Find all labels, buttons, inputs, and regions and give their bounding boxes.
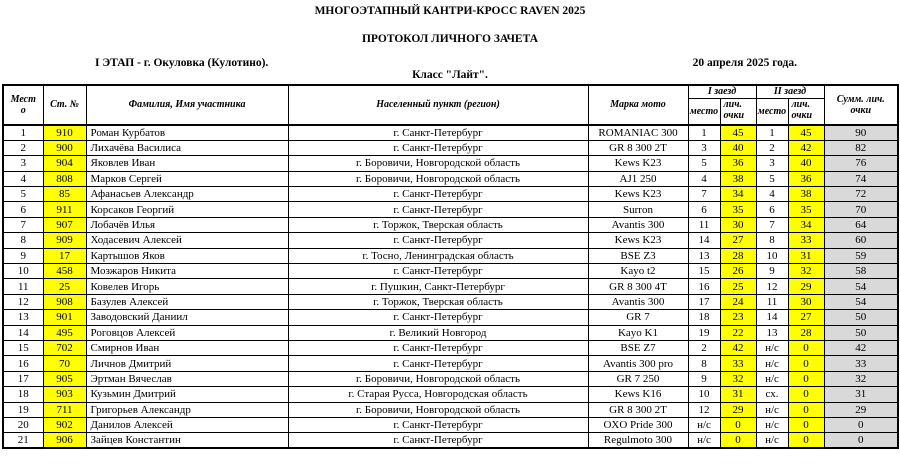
race2-points-cell: 0	[788, 417, 824, 432]
race2-points-cell: 36	[788, 171, 824, 186]
start-number-cell: 702	[43, 340, 86, 355]
race2-points-cell: 40	[788, 156, 824, 171]
moto-cell: Kayo K1	[588, 325, 688, 340]
place-cell: 12	[3, 294, 43, 309]
race2-place-cell: 8	[756, 233, 788, 248]
start-number-cell: 25	[43, 279, 86, 294]
race2-place-cell: н/с	[756, 356, 788, 371]
race2-place-cell: 11	[756, 294, 788, 309]
race1-points-cell: 27	[720, 233, 756, 248]
start-number-cell: 907	[43, 217, 86, 232]
race2-place-cell: н/с	[756, 433, 788, 448]
moto-cell: BSE Z7	[588, 340, 688, 355]
race1-place-cell: 4	[688, 171, 720, 186]
col-header-race2-points: лич. очки	[788, 98, 824, 125]
race1-points-cell: 25	[720, 279, 756, 294]
stage-label: I ЭТАП - г. Окуловка (Кулотино).	[95, 57, 269, 69]
race2-points-cell: 30	[788, 294, 824, 309]
race2-points-cell: 38	[788, 187, 824, 202]
table-row	[3, 171, 898, 186]
race2-place-cell: 12	[756, 279, 788, 294]
race1-place-cell: 10	[688, 387, 720, 402]
race1-place-cell: 13	[688, 248, 720, 263]
race2-place-cell: н/с	[756, 371, 788, 386]
race2-points-cell: 42	[788, 140, 824, 155]
race1-points-cell: 0	[720, 417, 756, 432]
start-number-cell: 70	[43, 356, 86, 371]
total-points-cell: 54	[824, 279, 898, 294]
name-cell: Корсаков Георгий	[86, 202, 288, 217]
name-cell: Лихачёва Василиса	[86, 140, 288, 155]
class-label: Класс "Лайт".	[412, 69, 488, 81]
place-cell: 11	[3, 279, 43, 294]
place-cell: 7	[3, 217, 43, 232]
total-points-cell: 70	[824, 202, 898, 217]
place-cell: 13	[3, 310, 43, 325]
table-row	[3, 279, 898, 294]
table-row	[3, 233, 898, 248]
start-number-cell: 808	[43, 171, 86, 186]
start-number-cell: 906	[43, 433, 86, 448]
total-points-cell: 0	[824, 417, 898, 432]
race1-place-cell: н/с	[688, 433, 720, 448]
start-number-cell: 17	[43, 248, 86, 263]
race2-place-cell: 3	[756, 156, 788, 171]
city-cell: г. Боровичи, Новгородской область	[288, 402, 588, 417]
race2-place-cell: 9	[756, 264, 788, 279]
race1-points-cell: 29	[720, 402, 756, 417]
race2-points-cell: 32	[788, 264, 824, 279]
race2-place-cell: 14	[756, 310, 788, 325]
race2-place-cell: 6	[756, 202, 788, 217]
city-cell: г. Санкт-Петербург	[288, 356, 588, 371]
city-cell: г. Боровичи, Новгородской область	[288, 171, 588, 186]
start-number-cell: 905	[43, 371, 86, 386]
total-points-cell: 76	[824, 156, 898, 171]
race2-place-cell: 13	[756, 325, 788, 340]
name-cell: Роговцов Алексей	[86, 325, 288, 340]
table-row	[3, 125, 898, 140]
race1-place-cell: 6	[688, 202, 720, 217]
total-points-cell: 29	[824, 402, 898, 417]
doc-title: МНОГОЭТАПНЫЙ КАНТРИ-КРОСС RAVEN 2025	[314, 5, 586, 17]
results-tbody	[3, 125, 898, 448]
start-number-cell: 911	[43, 202, 86, 217]
city-cell: г. Санкт-Петербург	[288, 140, 588, 155]
moto-cell: GR 8 300 2T	[588, 402, 688, 417]
table-row	[3, 202, 898, 217]
race1-place-cell: 16	[688, 279, 720, 294]
city-cell: г. Тосно, Ленинградская область	[288, 248, 588, 263]
moto-cell: ROMANIAC 300	[588, 125, 688, 140]
moto-cell: GR 8 300 2T	[588, 140, 688, 155]
race1-points-cell: 0	[720, 433, 756, 448]
race1-place-cell: 3	[688, 140, 720, 155]
race1-place-cell: 2	[688, 340, 720, 355]
race1-place-cell: 7	[688, 187, 720, 202]
table-row	[3, 371, 898, 386]
race1-points-cell: 30	[720, 217, 756, 232]
start-number-cell: 495	[43, 325, 86, 340]
name-cell: Эртман Вячеслав	[86, 371, 288, 386]
col-header-place: Место	[3, 85, 43, 125]
name-cell: Марков Сергей	[86, 171, 288, 186]
moto-cell: Kews K23	[588, 156, 688, 171]
race1-points-cell: 38	[720, 171, 756, 186]
col-header-race1: I заезд	[688, 85, 756, 98]
name-cell: Ковелев Игорь	[86, 279, 288, 294]
city-cell: г. Торжок, Тверская область	[288, 217, 588, 232]
race1-place-cell: 18	[688, 310, 720, 325]
moto-cell: GR 7	[588, 310, 688, 325]
place-cell: 14	[3, 325, 43, 340]
race1-place-cell: 1	[688, 125, 720, 140]
name-cell: Ходасевич Алексей	[86, 233, 288, 248]
total-points-cell: 59	[824, 248, 898, 263]
table-row	[3, 417, 898, 432]
table-row	[3, 217, 898, 232]
doc-subtitle: ПРОТОКОЛ ЛИЧНОГО ЗАЧЕТА	[361, 33, 538, 45]
place-cell: 4	[3, 171, 43, 186]
total-points-cell: 42	[824, 340, 898, 355]
race2-points-cell: 29	[788, 279, 824, 294]
race1-place-cell: 12	[688, 402, 720, 417]
place-cell: 19	[3, 402, 43, 417]
race1-place-cell: 14	[688, 233, 720, 248]
race2-points-cell: 28	[788, 325, 824, 340]
moto-cell: Avantis 300	[588, 217, 688, 232]
city-cell: г. Санкт-Петербург	[288, 340, 588, 355]
table-row	[3, 325, 898, 340]
place-cell: 10	[3, 264, 43, 279]
race1-place-cell: 8	[688, 356, 720, 371]
city-cell: г. Санкт-Петербург	[288, 433, 588, 448]
race2-points-cell: 45	[788, 125, 824, 140]
total-points-cell: 60	[824, 233, 898, 248]
total-points-cell: 90	[824, 125, 898, 140]
race1-points-cell: 35	[720, 202, 756, 217]
table-row	[3, 248, 898, 263]
total-points-cell: 0	[824, 433, 898, 448]
col-header-moto: Марка мото	[588, 85, 688, 125]
race1-place-cell: 19	[688, 325, 720, 340]
city-cell: г. Санкт-Петербург	[288, 417, 588, 432]
city-cell: г. Старая Русса, Новгородская область	[288, 387, 588, 402]
race2-points-cell: 34	[788, 217, 824, 232]
city-cell: г. Санкт-Петербург	[288, 125, 588, 140]
name-cell: Яковлев Иван	[86, 156, 288, 171]
stage-date-row	[95, 57, 797, 69]
race2-place-cell: 5	[756, 171, 788, 186]
place-cell: 15	[3, 340, 43, 355]
race2-place-cell: 4	[756, 187, 788, 202]
start-number-cell: 900	[43, 140, 86, 155]
total-points-cell: 50	[824, 310, 898, 325]
table-row	[3, 156, 898, 171]
race1-points-cell: 34	[720, 187, 756, 202]
race1-place-cell: н/с	[688, 417, 720, 432]
name-cell: Данилов Алексей	[86, 417, 288, 432]
place-cell: 1	[3, 125, 43, 140]
race1-points-cell: 36	[720, 156, 756, 171]
total-points-cell: 58	[824, 264, 898, 279]
race1-place-cell: 15	[688, 264, 720, 279]
race1-points-cell: 45	[720, 125, 756, 140]
col-header-name: Фамилия, Имя участника	[86, 85, 288, 125]
name-cell: Базулев Алексей	[86, 294, 288, 309]
moto-cell: Regulmoto 300	[588, 433, 688, 448]
city-cell: г. Санкт-Петербург	[288, 310, 588, 325]
table-row	[3, 310, 898, 325]
moto-cell: GR 8 300 4T	[588, 279, 688, 294]
race1-points-cell: 32	[720, 371, 756, 386]
race1-points-cell: 24	[720, 294, 756, 309]
city-cell: г. Боровичи, Новгородской область	[288, 156, 588, 171]
table-row	[3, 187, 898, 202]
col-header-race2: II заезд	[756, 85, 824, 98]
race1-points-cell: 22	[720, 325, 756, 340]
start-number-cell: 458	[43, 264, 86, 279]
table-row	[3, 356, 898, 371]
table-row	[3, 340, 898, 355]
name-cell: Роман Курбатов	[86, 125, 288, 140]
moto-cell: Avantis 300 pro	[588, 356, 688, 371]
race2-points-cell: 0	[788, 387, 824, 402]
race2-place-cell: сх.	[756, 387, 788, 402]
race2-points-cell: 0	[788, 356, 824, 371]
race2-place-cell: 2	[756, 140, 788, 155]
table-row	[3, 387, 898, 402]
total-points-cell: 72	[824, 187, 898, 202]
moto-cell: Kews K23	[588, 187, 688, 202]
place-cell: 18	[3, 387, 43, 402]
race2-points-cell: 27	[788, 310, 824, 325]
table-row	[3, 433, 898, 448]
table-row	[3, 140, 898, 155]
place-cell: 16	[3, 356, 43, 371]
race1-points-cell: 33	[720, 356, 756, 371]
city-cell: г. Санкт-Петербург	[288, 233, 588, 248]
start-number-cell: 904	[43, 156, 86, 171]
place-cell: 21	[3, 433, 43, 448]
col-header-race1-points: лич. очки	[720, 98, 756, 125]
city-cell: г. Санкт-Петербург	[288, 187, 588, 202]
city-cell: г. Торжок, Тверская область	[288, 294, 588, 309]
results-table	[2, 84, 899, 449]
place-cell: 5	[3, 187, 43, 202]
start-number-cell: 909	[43, 233, 86, 248]
start-number-cell: 908	[43, 294, 86, 309]
race1-place-cell: 17	[688, 294, 720, 309]
moto-cell: OXO Pride 300	[588, 417, 688, 432]
race2-place-cell: н/с	[756, 402, 788, 417]
race1-points-cell: 26	[720, 264, 756, 279]
place-cell: 3	[3, 156, 43, 171]
moto-cell: Kews K23	[588, 233, 688, 248]
total-points-cell: 54	[824, 294, 898, 309]
moto-cell: Kews K16	[588, 387, 688, 402]
place-cell: 8	[3, 233, 43, 248]
place-cell: 2	[3, 140, 43, 155]
city-cell: г. Санкт-Петербург	[288, 264, 588, 279]
table-row	[3, 264, 898, 279]
moto-cell: AJ1 250	[588, 171, 688, 186]
moto-cell: Surron	[588, 202, 688, 217]
race2-points-cell: 0	[788, 433, 824, 448]
table-row	[3, 294, 898, 309]
race2-points-cell: 35	[788, 202, 824, 217]
name-cell: Афанасьев Александр	[86, 187, 288, 202]
race1-place-cell: 9	[688, 371, 720, 386]
name-cell: Зайцев Константин	[86, 433, 288, 448]
race2-points-cell: 31	[788, 248, 824, 263]
race2-place-cell: 7	[756, 217, 788, 232]
race1-points-cell: 31	[720, 387, 756, 402]
race2-points-cell: 33	[788, 233, 824, 248]
start-number-cell: 903	[43, 387, 86, 402]
race2-points-cell: 0	[788, 371, 824, 386]
col-header-race1-place: место	[688, 98, 720, 125]
race1-points-cell: 23	[720, 310, 756, 325]
total-points-cell: 33	[824, 356, 898, 371]
name-cell: Лобачёв Илья	[86, 217, 288, 232]
total-points-cell: 64	[824, 217, 898, 232]
city-cell: г. Боровичи, Новгородской область	[288, 371, 588, 386]
start-number-cell: 711	[43, 402, 86, 417]
name-cell: Картышов Яков	[86, 248, 288, 263]
city-cell: г. Великий Новгород	[288, 325, 588, 340]
moto-cell: Avantis 300	[588, 294, 688, 309]
name-cell: Григорьев Александр	[86, 402, 288, 417]
place-cell: 9	[3, 248, 43, 263]
name-cell: Мозжаров Никита	[86, 264, 288, 279]
date-label: 20 апреля 2025 года.	[692, 57, 797, 69]
city-cell: г. Санкт-Петербург	[288, 202, 588, 217]
name-cell: Смирнов Иван	[86, 340, 288, 355]
race2-place-cell: н/с	[756, 417, 788, 432]
place-cell: 20	[3, 417, 43, 432]
col-header-city: Населенный пункт (регион)	[288, 85, 588, 125]
total-points-cell: 82	[824, 140, 898, 155]
race2-place-cell: н/с	[756, 340, 788, 355]
race2-points-cell: 0	[788, 340, 824, 355]
race2-points-cell: 0	[788, 402, 824, 417]
name-cell: Личнов Дмитрий	[86, 356, 288, 371]
race1-points-cell: 28	[720, 248, 756, 263]
start-number-cell: 85	[43, 187, 86, 202]
race1-points-cell: 42	[720, 340, 756, 355]
moto-cell: GR 7 250	[588, 371, 688, 386]
table-row	[3, 402, 898, 417]
start-number-cell: 910	[43, 125, 86, 140]
race1-place-cell: 5	[688, 156, 720, 171]
place-cell: 6	[3, 202, 43, 217]
race2-place-cell: 1	[756, 125, 788, 140]
total-points-cell: 31	[824, 387, 898, 402]
race2-place-cell: 10	[756, 248, 788, 263]
name-cell: Заводовский Даниил	[86, 310, 288, 325]
start-number-cell: 902	[43, 417, 86, 432]
col-header-start-number: Ст. №	[43, 85, 86, 125]
city-cell: г. Пушкин, Санкт-Петербург	[288, 279, 588, 294]
col-header-race2-place: место	[756, 98, 788, 125]
race1-points-cell: 40	[720, 140, 756, 155]
total-points-cell: 32	[824, 371, 898, 386]
total-points-cell: 74	[824, 171, 898, 186]
place-cell: 17	[3, 371, 43, 386]
start-number-cell: 901	[43, 310, 86, 325]
col-header-total: Сумм. лич. очки	[824, 85, 898, 125]
race1-place-cell: 11	[688, 217, 720, 232]
total-points-cell: 50	[824, 325, 898, 340]
moto-cell: Kayo t2	[588, 264, 688, 279]
moto-cell: BSE Z3	[588, 248, 688, 263]
name-cell: Кузьмин Дмитрий	[86, 387, 288, 402]
